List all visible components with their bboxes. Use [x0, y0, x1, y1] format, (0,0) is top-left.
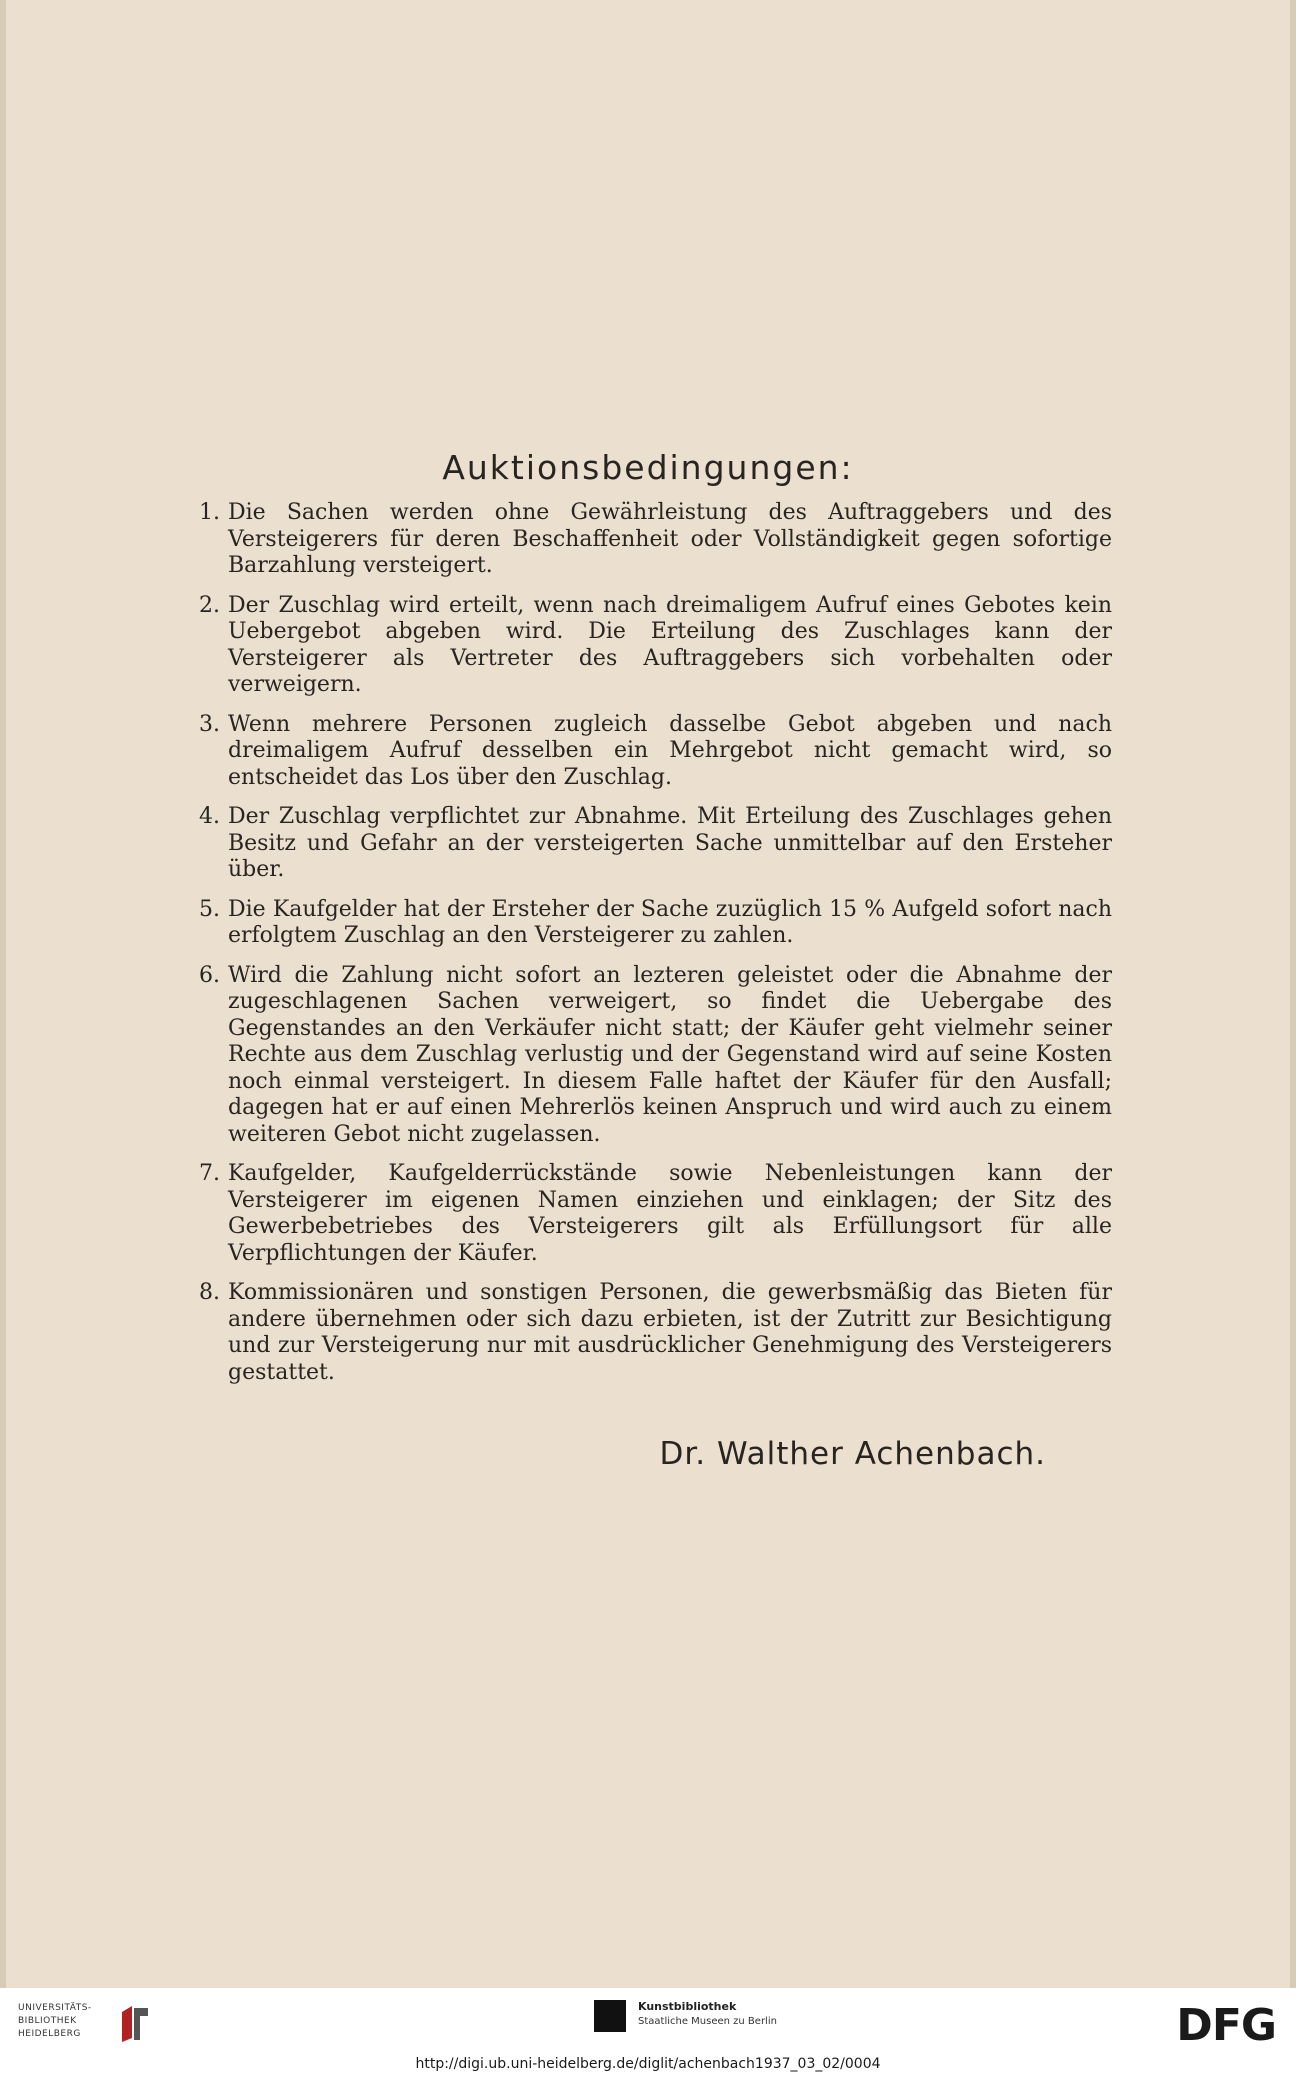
university-line: UNIVERSITÄTS-	[18, 2003, 92, 2013]
term-number: 7.	[199, 1161, 220, 1186]
page-left-edge	[0, 0, 6, 1988]
term-text: Der Zuschlag wird erteilt, wenn nach dreimaligem Aufruf eines Gebotes kein Uebergebot abgeben wird. Die Erteilung des Zuschlages kann der Versteigerer als Vertreter des Auftraggebers sich vorbehalten oder verweigern.	[228, 592, 1112, 697]
terms-list	[170, 500, 1112, 1399]
kunstbibliothek-name: Kunstbibliothek	[638, 2000, 737, 2013]
term-item	[170, 1280, 1112, 1386]
page-title: Auktionsbedingungen:	[442, 448, 854, 487]
kunstbibliothek-subtitle: Staatliche Museen zu Berlin	[638, 2016, 777, 2027]
heidelberg-emblem-icon	[118, 2004, 154, 2044]
kunstbibliothek-logo	[594, 1998, 814, 2038]
term-number: 4.	[199, 804, 220, 829]
university-line: HEIDELBERG	[18, 2029, 81, 2039]
term-item	[170, 500, 1112, 580]
kunstbibliothek-icon	[594, 2000, 626, 2032]
dfg-logo: DFG	[1176, 2000, 1276, 2051]
term-text: Kommissionären und sonstigen Personen, die gewerbsmäßig das Bieten für andere übernehmen oder sich dazu erbieten, ist der Zutritt zur Besichtigung und zur Versteigerung nur mit ausdrücklicher Genehmigung des Versteigerers gestattet.	[228, 1280, 1112, 1385]
term-item	[170, 963, 1112, 1149]
term-text: Kaufgelder, Kaufgelderrückstände sowie Nebenleistungen kann der Versteigerer im eigenen Namen einziehen und einklagen; der Sitz des Gewerbebetriebes des Versteigerers gilt als Erfüllungsort für alle Verpflichtungen der Käufer.	[228, 1161, 1112, 1266]
signature: Dr. Walther Achenbach.	[659, 1436, 1046, 1472]
term-number: 3.	[199, 711, 220, 737]
permalink-url[interactable]: http://digi.ub.uni-heidelberg.de/diglit/achenbach1937_03_02/0004	[415, 2056, 881, 2072]
term-item	[170, 593, 1112, 699]
term-item	[170, 897, 1112, 950]
page-right-edge	[1290, 0, 1296, 1988]
term-item	[170, 804, 1112, 884]
term-item	[170, 1161, 1112, 1267]
term-number: 1.	[199, 500, 220, 525]
term-number: 2.	[199, 592, 220, 618]
term-text: Die Sachen werden ohne Gewährleistung des Auftraggebers und des Versteigerers für deren Beschaffenheit oder Vollständigkeit gegen sofortige Barzahlung versteigert.	[228, 500, 1112, 578]
term-text: Wird die Zahlung nicht sofort an lezteren geleistet oder die Abnahme der zugeschlagenen Sachen verweigert, so findet die Uebergabe des Gegenstandes an den Verkäufer nicht statt; der Käufer geht vielmehr seiner Rechte aus dem Zuschlag verlustig und der Gegenstand wird auf seine Kosten noch einmal versteigert. In diesem Falle haftet der Käufer für den Ausfall; dagegen hat er auf einen Mehrerlös keinen Anspruch und wird auch zu einem weiteren Gebot nicht zugelassen.	[228, 962, 1112, 1147]
university-line: BIBLIOTHEK	[18, 2016, 77, 2026]
term-number: 8.	[199, 1280, 220, 1305]
term-text: Wenn mehrere Personen zugleich dasselbe Gebot abgeben und nach dreimaligem Aufruf desselben ein Mehrgebot nicht gemacht wird, so entscheidet das Los über den Zuschlag.	[228, 711, 1112, 790]
digitization-footer	[0, 1988, 1296, 2084]
term-number: 5.	[199, 896, 220, 922]
term-text: Der Zuschlag verpflichtet zur Abnahme. Mit Erteilung des Zuschlages gehen Besitz und Gefahr an der versteigerten Sache unmittelbar auf den Ersteher über.	[228, 804, 1112, 882]
term-number: 6.	[199, 962, 220, 988]
heidelberg-library-logo	[18, 2002, 158, 2048]
term-text: Die Kaufgelder hat der Ersteher der Sache zuzüglich 15 % Aufgeld sofort nach erfolgtem Zuschlag an den Versteigerer zu zahlen.	[228, 896, 1112, 948]
term-item	[170, 712, 1112, 792]
university-library-text	[18, 2002, 92, 2041]
